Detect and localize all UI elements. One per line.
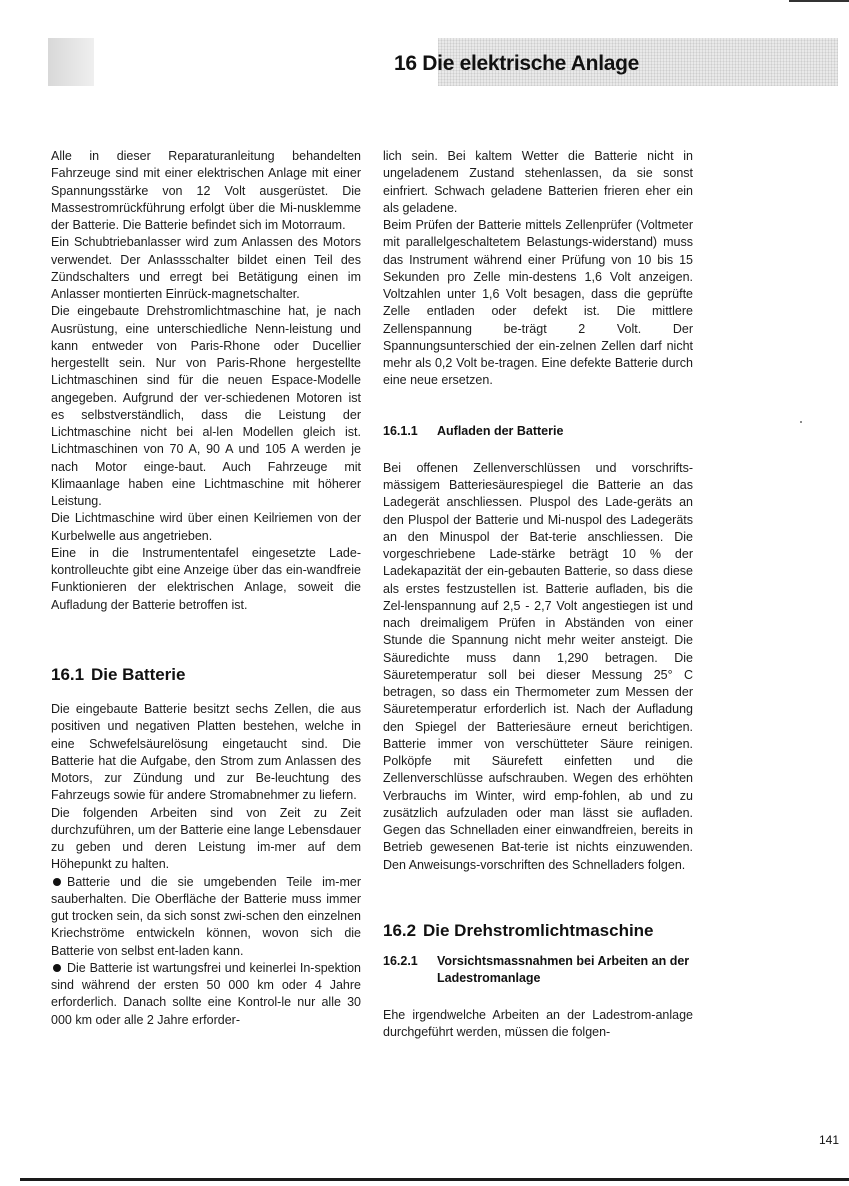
header-band-gap: [94, 38, 438, 86]
bullet-icon: [53, 964, 61, 972]
section-number: 16.2: [383, 920, 417, 940]
bullet-item: [51, 960, 361, 1029]
page-number: 141: [819, 1133, 840, 1147]
section-title: Die Drehstromlichtmaschine: [423, 920, 654, 940]
chapter-title: 16 Die elektrische Anlage: [394, 52, 640, 75]
section-heading-16-1: [51, 666, 361, 683]
section-heading-16-2: [383, 922, 693, 939]
body-paragraph: Die folgenden Arbeiten sind von Zeit zu Zeit durchzuführen, um der Batterie eine lange Lebensdauer zu geben und deren Leistung im-mer auf dem Höhepunkt zu halten.: [51, 805, 361, 872]
section-number: 16.1.1: [383, 423, 418, 438]
section-heading-16-2-1: [383, 953, 693, 987]
intro-paragraph: Ein Schubtriebanlasser wird zum Anlassen des Motors verwendet. Der Anlassschalter bildet einen Teil des Zündschalters und erregt bei Betätigung einen im Anlasser montierten Einrück-magnetschalter.: [51, 235, 361, 301]
scan-speck: [800, 421, 802, 423]
section-number: 16.2.1: [383, 954, 418, 968]
body-paragraph: Ehe irgendwelche Arbeiten an der Ladestrom-anlage durchgeführt werden, müssen die folgen-: [383, 1008, 693, 1040]
bullet-item: [51, 874, 361, 960]
intro-paragraph: Eine in die Instrumententafel eingesetzte Lade-kontrolleuchte gibt eine Anzeige über das ein-wandfreie Funktionieren der elektrischen Anlage, soweit die Aufladung der Batterie betroffen ist.: [51, 545, 361, 612]
body-paragraph: Beim Prüfen der Batterie mittels Zellenprüfer (Voltmeter mit parallelgeschaltetem Belastungs-widerstand) muss das Instrument während einer Prüfung von 10 bis 15 Sekunden pro Zelle min-destens 1,6 Volt anzeigen. Voltzahlen unter 1,6 Volt besagen, dass die geprüfte Zelle entladen oder defekt ist. Die mittlere Zellenspannung be-trägt 2 Volt. Der Spannungsunterschied der ein-zelnen Zellen darf nicht mehr als 0,2 Volt be-tragen. Eine defekte Batterie durch eine neue ersetzen.: [383, 218, 693, 388]
right-column: [383, 148, 693, 1042]
section-title: Vorsichtsmassnahmen bei Arbeiten an der Ladestromanlage: [437, 954, 690, 985]
left-column: [51, 148, 361, 1029]
header-band-left-block: [48, 38, 94, 86]
section-title: Aufladen der Batterie: [437, 423, 564, 438]
intro-paragraph: Alle in dieser Reparaturanleitung behandelten Fahrzeuge sind mit einer elektrischen Anlage mit einer Spannungsstärke von 12 Volt ausgerüstet. Die Massestromrückführung erfolgt über die Mi-nusklemme der Batterie. Die Batterie befindet sich im Motorraum.: [51, 149, 361, 232]
intro-paragraph: Die Lichtmaschine wird über einen Keilriemen von der Kurbelwelle aus angetrieben.: [51, 511, 361, 543]
bullet-text: Die Batterie ist wartungsfrei und keinerlei In-spektion sind während der ersten 50 000 km oder 4 Jahre erforderlich. Danach sollte eine Kontrol-le nur alle 30 000 km oder alle 2 Jahre erforder-: [51, 960, 361, 1027]
intro-paragraph: Die eingebaute Drehstromlichtmaschine hat, je nach Ausrüstung, eine unterschiedliche Nenn-leistung und kann entweder von Paris-Rhone oder Ducellier hergestellt sein. Nur von Paris-Rhone hergestellte Lichtmaschinen sind für die neuen Espace-Modelle angegeben. Aufgrund der ver-schiedenen Motoren ist es selbstverständlich, dass die Leistung der Lichtmaschine nicht bei al-len Modellen gleich ist. Lichtmaschinen von 70 A, 90 A und 105 A werden je nach Motor einge-baut. Auch Fahrzeuge mit Klimaanlage haben eine Lichtmaschine mit höherer Leistung.: [51, 304, 361, 508]
body-paragraph: Die eingebaute Batterie besitzt sechs Zellen, die aus positiven und negativen Platten bestehen, welche in eine Schwefelsäurelösung eingetaucht sind. Die Batterie hat die Aufgabe, den Strom zum Anlassen des Motors, zur Zündung und zur Be-leuchtung des Fahrzeugs sowie für andere Stromabnehmer zu liefern.: [51, 702, 361, 803]
body-paragraph: lich sein. Bei kaltem Wetter die Batterie nicht in ungeladenem Zustand stehenlassen, da sie sonst einfriert. Schwach geladene Batterien frieren eher ein als geladene.: [383, 149, 693, 215]
bullet-icon: [53, 878, 61, 886]
section-title: Die Batterie: [91, 664, 186, 684]
section-number: 16.1: [51, 664, 85, 684]
bullet-text: Batterie und die sie umgebenden Teile im-mer sauberhalten. Die Oberfläche der Batterie muss immer gut trocken sein, da sich sonst zwi-schen den einzelnen Kriechströme entwickeln können, wovon sich die Batterie von selbst ent-laden kann.: [51, 874, 361, 958]
top-edge-rule: [789, 0, 849, 2]
body-paragraph: Bei offenen Zellenverschlüssen und vorschrifts-mässigem Batteriesäurespiegel die Batterie an das Ladegerät anschliessen. Pluspol des Lade-geräts an den Pluspol der Batterie und Mi-nuspol des Ladegeräts an den Minuspol der Bat-terie anschliessen. Die vorgeschriebene Lade-stärke beträgt 10 % der Ladekapazität der ein-gebauten Batterie, so dass diese als erstes festzustellen ist. Batterie aufladen, bis die Zel-lenspannung auf 2,5 - 2,7 Volt angestiegen ist und nach dreimaligem Prüfen in Abständen von einer Stunde die Spannung nicht mehr weiter ansteigt. Die Säuredichte muss dann 1,290 betragen. Die Säuretemperatur soll bei dieser Messung 25° C betragen, so dass ein Thermometer zum Messen der Säuretemperatur erforderlich ist. Nach der Aufladung den Spiegel der Batteriesäure erneut berichtigen. Batterie immer von verschütteter Säure reinigen. Polköpfe mit Säurefett einfetten und die Zellenverschlüsse aufschrauben. Wegen des erhöhten Verbrauchs im Winter, wird emp-fohlen, ab und zu zusätzlich aufzuladen oder man lässt sie aufladen. Gegen das Schnelladen einer einwandfreien, bereits in Betrieb gewesenen Bat-terie ist nichts einzuwenden. Den Anweisungs-vorschriften des Schnelladers folgen.: [383, 460, 693, 872]
bottom-rule: [20, 1178, 849, 1181]
section-heading-16-1-1: [383, 423, 693, 440]
